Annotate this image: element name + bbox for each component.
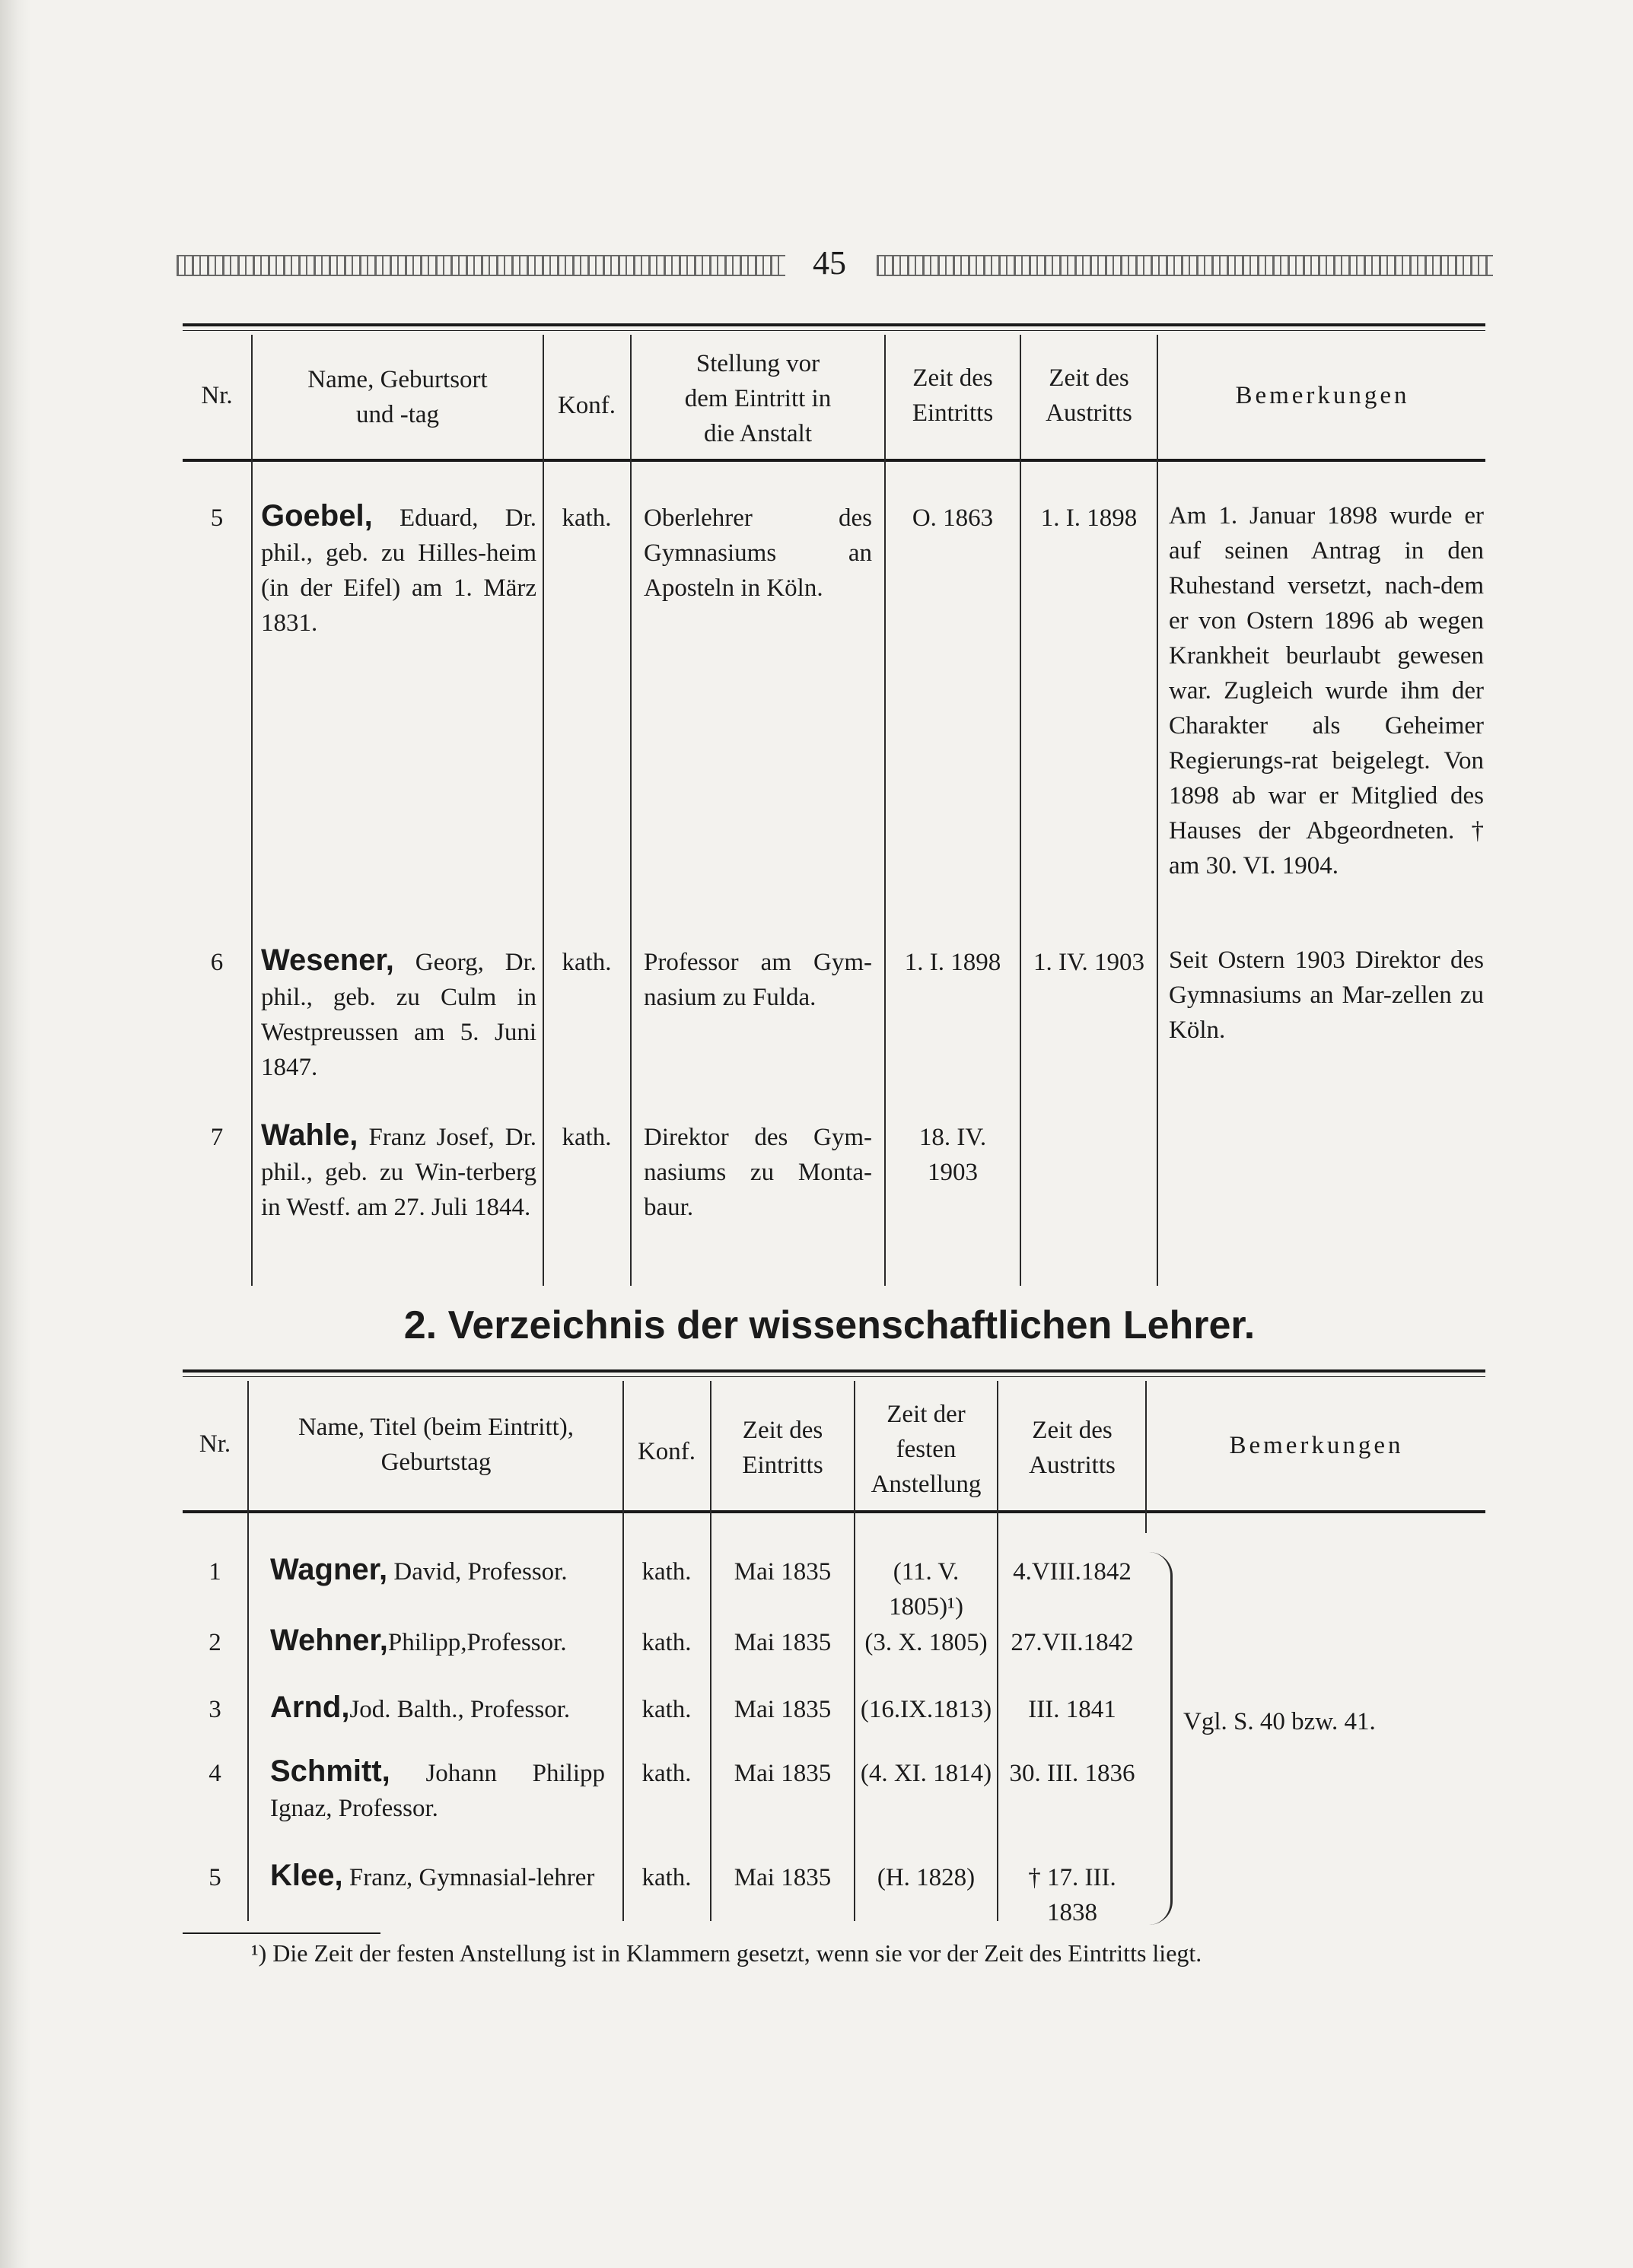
table1-row-bemerkungen: Seit Ostern 1903 Direktor des Gymnasiums an Mar-zellen zu Köln.: [1169, 946, 1484, 1044]
table1-row-stellung: Professor am Gym-nasium zu Fulda.: [644, 949, 872, 1011]
table2-row-anstellung: (11. V. 1805)¹): [889, 1558, 963, 1621]
header-ornament-left: [177, 255, 785, 276]
table1-row-name: Wesener, Georg, Dr. phil., geb. zu Culm in Westpreussen am 5. Juni 1847.: [261, 943, 536, 1081]
table2-row-eintritt: Mai 1835: [734, 1629, 832, 1656]
table2-col-divider: [710, 1381, 711, 1921]
table2-row-eintritt: Mai 1835: [734, 1864, 832, 1891]
table2-row-name: Arnd,Jod. Balth., Professor.: [270, 1691, 571, 1724]
table2-col-divider: [854, 1381, 855, 1921]
footnote-rule: [183, 1932, 380, 1934]
table1-row-eintritt: O. 1863: [912, 504, 994, 532]
table2-row-eintritt: Mai 1835: [734, 1696, 832, 1723]
table2-col-divider: [1145, 1381, 1147, 1533]
table2-header-eintritt: Zeit des Eintritts: [742, 1417, 823, 1479]
table1-header-nr: Nr.: [201, 382, 233, 409]
table1-header-rule: [183, 459, 1485, 462]
table2-row-nr: 2: [209, 1629, 221, 1656]
table1-row-konf: kath.: [562, 504, 612, 532]
table1-header-bemerkungen: Bemerkungen: [1235, 382, 1410, 409]
table2-row-nr: 1: [209, 1558, 221, 1586]
table1-top-rule-thin: [183, 330, 1485, 331]
table2-header-austritt: Zeit des Austritts: [1029, 1417, 1116, 1479]
table1-col-divider: [1157, 335, 1158, 1286]
table2-row-eintritt: Mai 1835: [734, 1760, 832, 1787]
table2-row-konf: kath.: [641, 1558, 692, 1586]
table2-row-konf: kath.: [641, 1864, 692, 1891]
table1-row-nr: 6: [210, 949, 224, 976]
header-ornament-right: [877, 255, 1493, 276]
table2-col-divider: [997, 1381, 998, 1921]
table2-row-anstellung: (H. 1828): [877, 1864, 976, 1891]
table2-row-name: Klee, Franz, Gymnasial-lehrer: [270, 1859, 595, 1892]
table1-row-eintritt: 18. IV. 1903: [918, 1124, 987, 1186]
table2-header-konf: Konf.: [637, 1438, 696, 1465]
table2-row-anstellung: (3. X. 1805): [864, 1629, 988, 1656]
table1-col-divider: [1020, 335, 1021, 1286]
footnote: ¹) Die Zeit der festen Anstellung ist in Klammern gesetzt, wenn sie vor der Zeit des Eintritts liegt.: [251, 1939, 1202, 1967]
remark-brace: [1149, 1552, 1173, 1925]
table1-col-divider: [630, 335, 632, 1286]
table2-header-name: Name, Titel (beim Eintritt), Geburtstag: [298, 1414, 575, 1476]
table2-row-name: Wagner, David, Professor.: [270, 1553, 568, 1586]
table2-top-rule-thin: [183, 1376, 1485, 1377]
table2-row-name: Wehner,Philipp,Professor.: [270, 1624, 567, 1657]
table2-row-anstellung: (16.IX.1813): [860, 1696, 992, 1723]
table2-header-nr: Nr.: [199, 1430, 231, 1458]
table1-col-divider: [251, 335, 253, 1286]
table2-header-anstellung: Zeit der festen Anstellung: [871, 1401, 982, 1498]
table2-row-anstellung: (4. XI. 1814): [860, 1760, 992, 1787]
table2-row-nr: 3: [209, 1696, 221, 1723]
table2-header-rule: [183, 1510, 1485, 1513]
table2-group-bemerkung: Vgl. S. 40 bzw. 41.: [1183, 1708, 1376, 1735]
table2-row-konf: kath.: [641, 1629, 692, 1656]
table2-col-divider: [622, 1381, 624, 1921]
table1-row-konf: kath.: [562, 949, 612, 976]
table1-row-bemerkungen: Am 1. Januar 1898 wurde er auf seinen Antrag in den Ruhestand versetzt, nach-dem er von Ostern 1896 ab wegen Krankheit beurlaubt gewesen war. Zugleich wurde ihm der Charakter als Geheimer Regierungs-rat beigelegt. Von 1898 ab war er Mitglied des Hauses der Abgeordneten. † am 30. VI. 1904.: [1169, 502, 1484, 880]
table1-row-austritt: 1. I. 1898: [1040, 504, 1138, 532]
table1-col-divider: [543, 335, 544, 1286]
table2-row-austritt: 27.VII.1842: [1011, 1629, 1134, 1656]
table1-header-konf: Konf.: [557, 392, 616, 419]
table2-row-konf: kath.: [641, 1760, 692, 1787]
table2-top-rule: [183, 1369, 1485, 1373]
section-title: 2. Verzeichnis der wissenschaftlichen Lehrer.: [403, 1303, 1256, 1347]
table1-row-name: Wahle, Franz Josef, Dr. phil., geb. zu Win-terberg in Westf. am 27. Juli 1844.: [261, 1118, 536, 1221]
table1-row-eintritt: 1. I. 1898: [904, 949, 1001, 976]
page-edge-shadow: [0, 0, 30, 2268]
table2-row-austritt: † 17. III. 1838: [1028, 1864, 1116, 1926]
table2-col-divider: [247, 1381, 249, 1921]
table1-row-austritt: 1. IV. 1903: [1033, 949, 1145, 976]
table2-row-eintritt: Mai 1835: [734, 1558, 832, 1586]
table2-row-name: Schmitt, Johann Philipp Ignaz, Professor.: [270, 1754, 605, 1822]
table1-row-konf: kath.: [562, 1124, 612, 1151]
table1-col-divider: [884, 335, 886, 1286]
table2-row-konf: kath.: [641, 1696, 692, 1723]
table1-row-nr: 7: [210, 1124, 224, 1151]
table2-header-bemerkungen: Bemerkungen: [1229, 1432, 1404, 1459]
table1-row-stellung: Direktor des Gym-nasiums zu Monta-baur.: [644, 1124, 872, 1221]
table2-row-nr: 5: [209, 1864, 221, 1891]
table1-header-eintritt: Zeit des Eintritts: [912, 364, 994, 427]
table2-row-austritt: 4.VIII.1842: [1013, 1558, 1132, 1586]
table1-row-stellung: Oberlehrer des Gymnasiums an Aposteln in Köln.: [644, 504, 872, 602]
page-number: 45: [813, 244, 846, 282]
table1-row-nr: 5: [210, 504, 224, 532]
table1-top-rule: [183, 323, 1485, 326]
table1-header-name: Name, Geburtsort und -tag: [307, 366, 488, 428]
table2-row-austritt: III. 1841: [1028, 1696, 1116, 1723]
table1-header-stellung: Stellung vor dem Eintritt in die Anstalt: [684, 350, 832, 447]
table1-row-name: Goebel, Eduard, Dr. phil., geb. zu Hilles-heim (in der Eifel) am 1. März 1831.: [261, 499, 536, 637]
table1-header-austritt: Zeit des Austritts: [1046, 364, 1132, 427]
table2-row-nr: 4: [209, 1760, 221, 1787]
table2-row-austritt: 30. III. 1836: [1009, 1760, 1135, 1787]
